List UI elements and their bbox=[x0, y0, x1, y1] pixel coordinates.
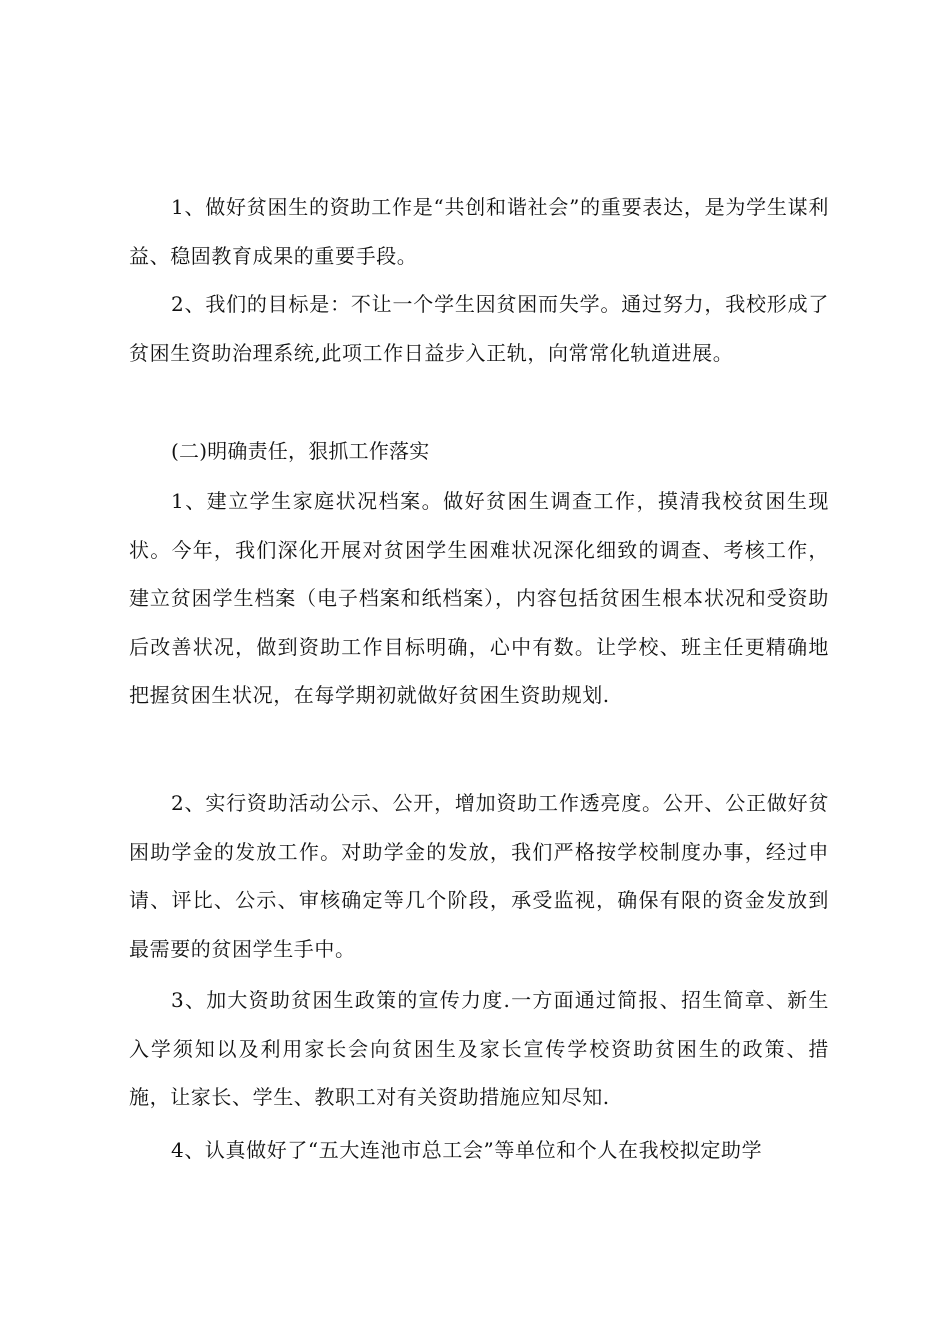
section-heading: (二)明确责任，狠抓工作落实 bbox=[171, 439, 430, 463]
paragraph-5: 3、加大资助贫困生政策的宣传力度.一方面通过简报、招生简章、新生入学须知以及利用家长会向贫困生及家长宣传学校资助贫困生的政策、措施，让家长、学生、教职工对有关资助措施应知尽知. bbox=[129, 988, 829, 1109]
paragraph-4: 2、实行资助活动公示、公开，增加资助工作透亮度。公开、公正做好贫困助学金的发放工作。对助学金的发放，我们严格按学校制度办事，经过申请、评比、公示、审核确定等几个阶段，承受监视，确保有限的资金发放到最需要的贫困学生手中。 bbox=[129, 791, 829, 961]
paragraph-2: 2、我们的目标是：不让一个学生因贫困而失学。通过努力，我校形成了贫困生资助治理系统,此项工作日益步入正轨，向常常化轨道进展。 bbox=[129, 292, 829, 365]
paragraph-6: 4、认真做好了“五大连池市总工会”等单位和个人在我校拟定助学 bbox=[171, 1138, 763, 1162]
paragraph-3: 1、建立学生家庭状况档案。做好贫困生调查工作，摸清我校贫困生现状。今年，我们深化开展对贫困学生困难状况深化细致的调查、考核工作，建立贫困学生档案（电子档案和纸档案），内容包括贫困生根本状况和受资助后改善状况，做到资助工作目标明确，心中有数。让学校、班主任更精确地把握贫困生状况，在每学期初就做好贫困生资助规划. bbox=[129, 489, 829, 707]
paragraph-1: 1、做好贫困生的资助工作是“共创和谐社会”的重要表达，是为学生谋利益、稳固教育成果的重要手段。 bbox=[129, 195, 829, 268]
